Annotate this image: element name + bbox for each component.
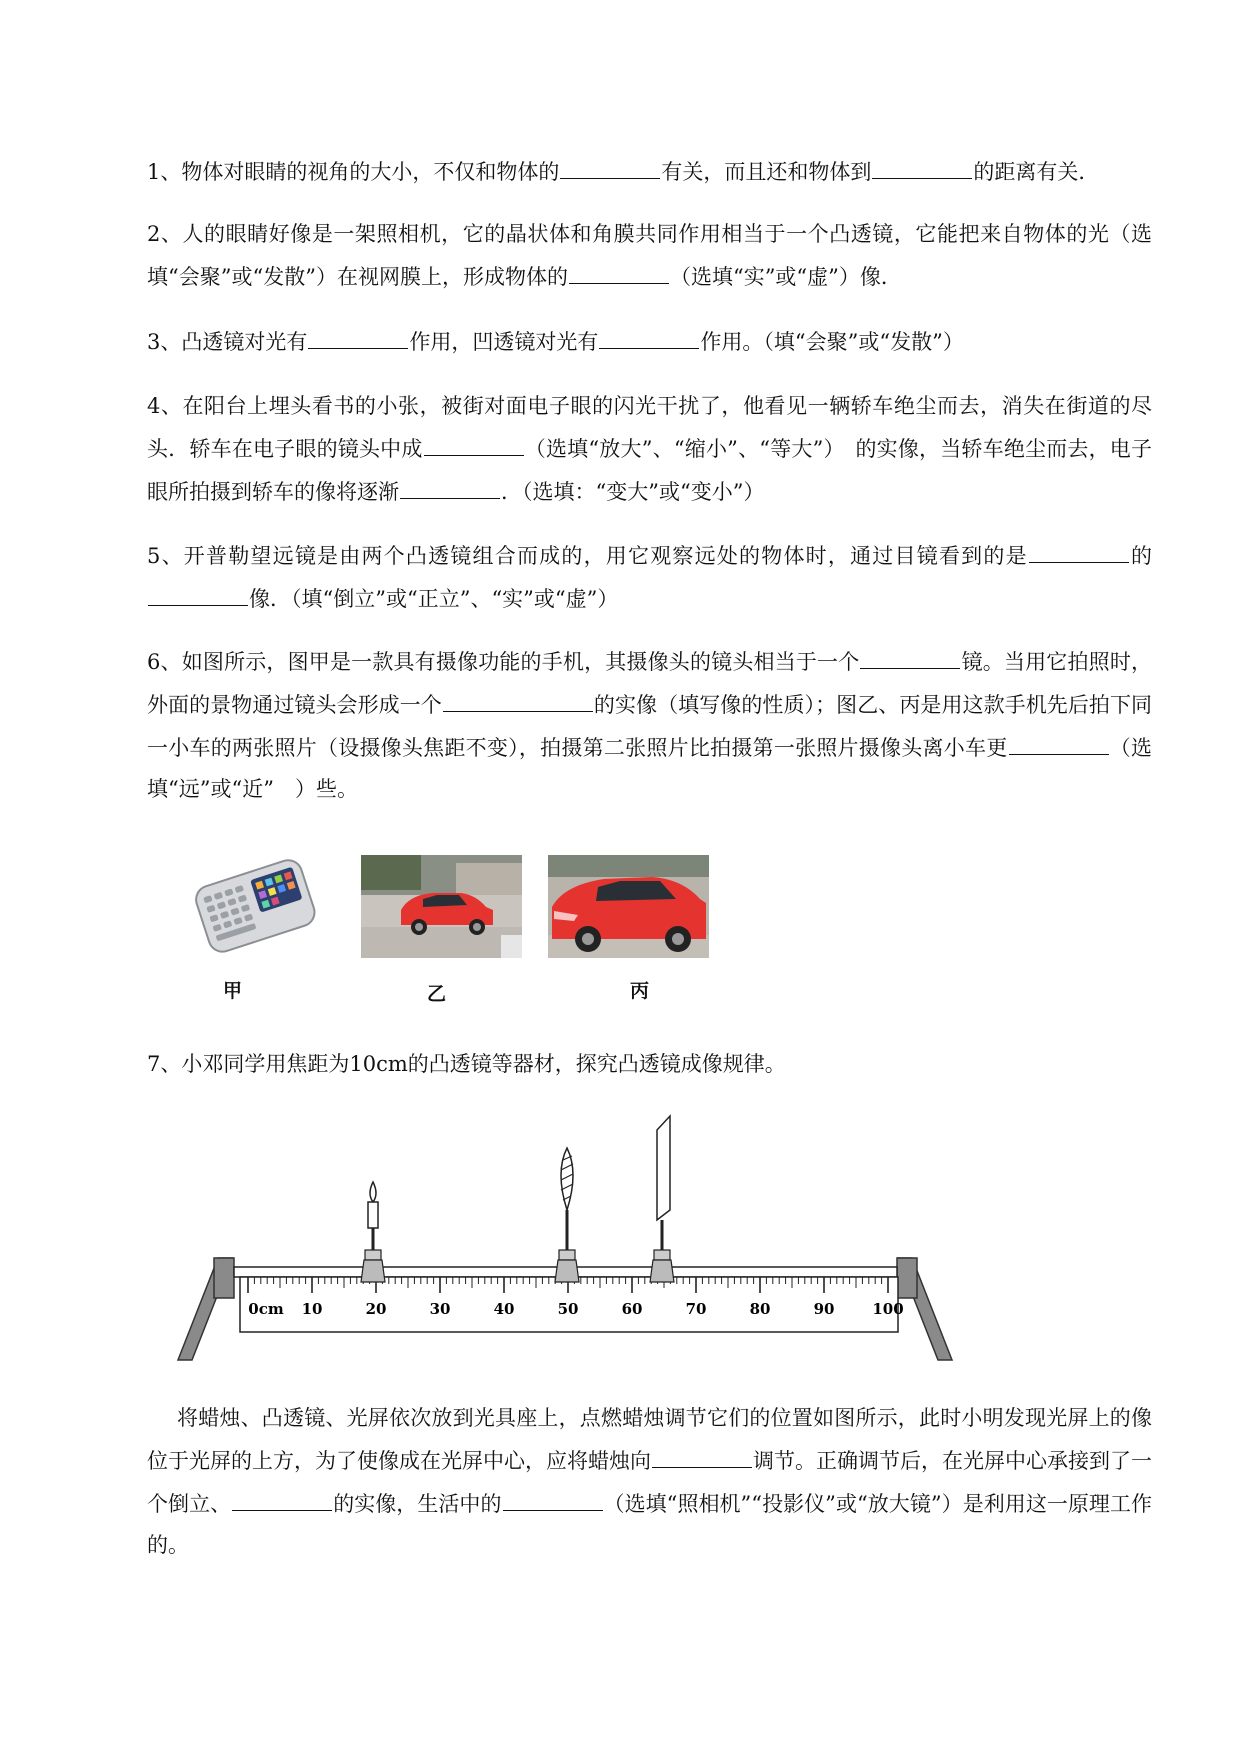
q6-text-d: （选填“远”或“近” ）些。	[147, 736, 1153, 801]
caption-bing: 丙	[630, 980, 650, 1002]
q2-blank-1	[569, 255, 669, 284]
q4-text-c: ．（选填：“变大”或“变小”）	[501, 480, 765, 504]
q4-text-a: 4、在阳台上埋头看书的小张，被街对面电子眼的闪光干扰了，他看见一辆轿车绝尘而去，消失在街道的尽头．轿车在电子眼的镜头中成	[147, 394, 1152, 461]
q7-text-a: 将蜡烛、凸透镜、光屏依次放到光具座上，点燃蜡烛调节它们的位置如图所示，此时小明发现光屏上的像位于光屏的上方，为了使像成在光屏中心，应将蜡烛向	[147, 1406, 1152, 1473]
optical-bench-diagram	[170, 1110, 960, 1370]
q4-blank-1	[424, 427, 524, 456]
question-1	[147, 150, 1152, 193]
ruler-label: 40	[493, 1300, 515, 1318]
q7-blank-2	[232, 1482, 332, 1511]
car-photo-far	[361, 855, 522, 958]
q5-text-a: 5、开普勒望远镜是由两个凸透镜组合而成的，用它观察远处的物体时，通过目镜看到的是	[147, 544, 1028, 568]
q6-blank-3	[1009, 726, 1109, 755]
q1-blank-1	[560, 150, 660, 179]
q4-blank-2	[400, 470, 500, 499]
q7-intro: 7、小邓同学用焦距为10cm的凸透镜等器材，探究凸透镜成像规律。	[147, 1052, 786, 1076]
ruler-label: 20	[365, 1300, 387, 1318]
q1-blank-2	[872, 150, 972, 179]
q6-text-b: 镜。当用它拍照时，外面的景物通过镜头会形成一个	[147, 650, 1153, 717]
ruler-label: 90	[813, 1300, 835, 1318]
q5-blank-1	[1029, 534, 1129, 563]
q3-text-a: 3、凸透镜对光有	[147, 330, 308, 354]
q7-blank-3	[503, 1482, 603, 1511]
q7-text-c: 的实像，生活中的	[333, 1492, 502, 1516]
ruler-label: 100	[872, 1300, 904, 1318]
ruler-label: 10	[301, 1300, 323, 1318]
light-screen	[650, 1116, 674, 1282]
question-3	[147, 320, 1152, 363]
q1-text-a: 1、物体对眼睛的视角的大小，不仅和物体的	[147, 160, 560, 184]
q2-text-a: 2、人的眼睛好像是一架照相机，它的晶状体和角膜共同作用相当于一个凸透镜，它能把来自物体的光（选填“会聚”或“发散”）在视网膜上，形成物体的	[147, 222, 1152, 289]
q6-text-c: 的实像（填写像的性质）；图乙、丙是用这款手机先后拍下同一小车的两张照片（设摄像头焦距不变），拍摄第二张照片比拍摄第一张照片摄像头离小车更	[147, 693, 1153, 760]
question-2	[147, 214, 1152, 298]
q7-text-d: （选填“照相机”“投影仪”或“放大镜”）是利用这一原理工作的。	[147, 1492, 1153, 1557]
q1-text-b: 有关，而且还和物体到	[661, 160, 872, 184]
ruler-label: 80	[749, 1300, 771, 1318]
ruler-label: 30	[429, 1300, 451, 1318]
q3-blank-1	[308, 320, 408, 349]
q1-text-c: 的距离有关．	[973, 160, 1100, 184]
q2-text-b: （选填“实”或“虚”）像．	[669, 265, 902, 289]
q6-text-a: 6、如图所示，图甲是一款具有摄像功能的手机，其摄像头的镜头相当于一个	[147, 650, 860, 674]
question-7-body	[147, 1398, 1152, 1566]
caption-yi: 乙	[427, 983, 447, 1005]
ruler-label: 50	[557, 1300, 579, 1318]
q5-text-c: 像．（填“倒立”或“正立”、“实”或“虚”）	[249, 587, 619, 611]
car-photo-near	[548, 855, 709, 958]
phone-image	[188, 850, 323, 960]
q6-blank-2	[443, 683, 593, 712]
question-7-intro	[147, 1044, 1152, 1085]
q4-text-b: （选填“放大”、“缩小”、“等大”） 的实像，当轿车绝尘而去，电子眼所拍摄到轿车的像将逐渐	[147, 437, 1153, 504]
q5-text-b: 的	[1129, 544, 1153, 568]
convex-lens	[555, 1148, 579, 1282]
question-6	[147, 640, 1152, 810]
question-5	[147, 534, 1152, 620]
q7-text-b: 调节。正确调节后，在光屏中心承接到了一个倒立、	[147, 1449, 1152, 1516]
candle	[361, 1182, 385, 1282]
q5-blank-2	[148, 577, 248, 606]
ruler-label: 60	[621, 1300, 643, 1318]
q3-text-b: 作用，凹透镜对光有	[409, 330, 599, 354]
bench-left-post	[214, 1258, 234, 1298]
q3-text-c: 作用。（填“会聚”或“发散”）	[700, 330, 964, 354]
ruler-label: 70	[685, 1300, 707, 1318]
ruler-label: 0cm	[248, 1300, 284, 1318]
q7-blank-1	[652, 1439, 752, 1468]
q3-blank-2	[599, 320, 699, 349]
question-4	[147, 386, 1152, 513]
caption-jia: 甲	[223, 980, 243, 1002]
q6-blank-1	[860, 640, 960, 669]
bench-right-post	[897, 1258, 917, 1298]
